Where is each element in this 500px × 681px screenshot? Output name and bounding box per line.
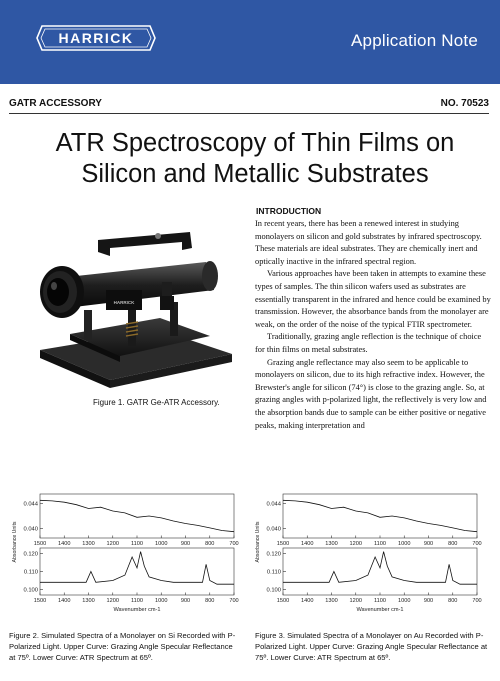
intro-paragraph: Various approaches have been taken in attempts to examine these types of samples. The thin silicon wafers used as substrates are essentially transparent in the infrared and hence could be examined by transmission. However, the absorbance bands from the monolayer are weak, on the order of the noise of the typical FTIR spectrometer. [255, 269, 491, 329]
lower-x-tick-label: 800 [448, 598, 458, 604]
meta-divider [9, 113, 489, 114]
lower-x-tick-label: 1200 [349, 598, 362, 604]
lower-x-tick-label: 1200 [106, 598, 119, 604]
lower-x-tick-label: 1100 [373, 598, 387, 604]
svg-text:HARRICK: HARRICK [113, 300, 135, 305]
lower-x-tick-label: 700 [229, 598, 239, 604]
lower-x-tick-label: 1300 [325, 598, 338, 604]
upper-x-tick-label: 900 [423, 541, 434, 547]
upper-y-tick-label: 0.040 [266, 526, 281, 533]
lower-x-tick-label: 1500 [276, 598, 290, 604]
upper-x-tick-label: 700 [472, 541, 482, 547]
lower-y-tick-label: 0.110 [23, 569, 38, 576]
lower-y-tick-label: 0.100 [266, 587, 281, 594]
category-label: GATR ACCESSORY [9, 98, 102, 109]
intro-heading: INTRODUCTION [256, 206, 322, 216]
upper-x-tick-label: 1000 [398, 541, 411, 547]
intro-paragraph: In recent years, there has been a renewed interest in studying monolayers on silicon and gold substrates by infrared spectroscopy. These materials are ideal substrates. They are chemically inert and optically inactive in the infrared spectral region. [255, 219, 482, 266]
lower-x-tick-label: 1100 [130, 598, 144, 604]
lower-x-tick-label: 900 [423, 598, 434, 604]
page-title [30, 128, 480, 190]
upper-x-tick-label: 1000 [155, 541, 168, 547]
upper-x-tick-label: 1200 [349, 541, 362, 547]
intro-body [255, 218, 491, 432]
lower-y-tick-label: 0.100 [23, 587, 38, 594]
figure2-spectra-chart [12, 492, 246, 616]
figure3-caption: Figure 3. Simulated Spectra of a Monolayer on Au Recorded with P-Polarized Light. Upper Curve: Grazing Angle Specular Reflectance at 75º. Lower Curve: ATR Spectrum at 65º. [255, 631, 488, 662]
harrick-logo [36, 25, 156, 51]
lower-x-tick-label: 1500 [33, 598, 47, 604]
lower-x-tick-label: 800 [205, 598, 215, 604]
upper-x-tick-label: 1100 [373, 541, 387, 547]
header-divider [0, 84, 500, 89]
upper-x-tick-label: 1500 [33, 541, 47, 547]
y-axis-label: Absorbance Units [255, 521, 261, 563]
upper-x-tick-label: 1500 [276, 541, 290, 547]
upper-y-tick-label: 0.040 [23, 526, 38, 533]
svg-text:HARRICK: HARRICK [58, 30, 134, 46]
upper-x-tick-label: 1400 [301, 541, 314, 547]
intro-paragraph: Grazing angle reflectance may also seem to be applicable to monolayers on silicon, due to its high refractive index. However, the Brewster's angle for silicon (74°) is close to the grazing angle. So, at grazing angles with p-polarized light, the reflectively is very low and the absorption bands due to sample can be either positive or negative peaks, making interpretation and [255, 357, 487, 430]
upper-x-tick-label: 1100 [130, 541, 144, 547]
upper-x-tick-label: 1400 [58, 541, 71, 547]
note-number: NO. 70523 [440, 98, 489, 109]
lower-y-tick-label: 0.110 [266, 569, 281, 576]
app-note-badge: Application Note [351, 31, 478, 50]
lower-x-tick-label: 1400 [301, 598, 314, 604]
upper-x-tick-label: 700 [229, 541, 239, 547]
lower-x-tick-label: 900 [180, 598, 191, 604]
upper-x-tick-label: 1300 [325, 541, 338, 547]
title-line-1: ATR Spectroscopy of Thin Films on [55, 129, 455, 157]
upper-x-tick-label: 900 [180, 541, 191, 547]
title-line-2: Silicon and Metallic Substrates [81, 160, 429, 188]
lower-spectrum-line [283, 552, 477, 585]
upper-y-tick-label: 0.044 [266, 501, 281, 508]
upper-x-tick-label: 1200 [106, 541, 119, 547]
lower-x-tick-label: 1300 [82, 598, 95, 604]
gatr-accessory-photo [10, 212, 240, 392]
lower-x-tick-label: 1000 [155, 598, 168, 604]
x-axis-label: Wavenumber cm-1 [356, 607, 404, 613]
lower-x-tick-label: 1000 [398, 598, 411, 604]
x-axis-label: Wavenumber cm-1 [113, 607, 161, 613]
upper-spectrum-line [40, 500, 234, 531]
intro-paragraph: Traditionally, grazing angle reflection is the technique of choice for thin films on metal substrates. [255, 332, 482, 354]
header-banner [0, 0, 500, 84]
lower-y-tick-label: 0.120 [23, 551, 38, 558]
lower-y-tick-label: 0.120 [266, 551, 281, 558]
figure1-caption: Figure 1. GATR Ge-ATR Accessory. [93, 398, 220, 407]
figure2-caption: Figure 2. Simulated Spectra of a Monolayer on Si Recorded with P-Polarized Light. Upper Curve: Grazing Angle Specular Reflectance at 75º. Lower Curve: ATR Spectrum at 65º. [9, 631, 236, 662]
upper-x-tick-label: 800 [448, 541, 458, 547]
upper-x-tick-label: 800 [205, 541, 215, 547]
upper-spectrum-line [283, 500, 477, 531]
upper-y-tick-label: 0.044 [23, 501, 38, 508]
upper-panel-frame [283, 494, 477, 538]
y-axis-label: Absorbance Units [12, 521, 18, 563]
upper-panel-frame [40, 494, 234, 538]
lower-x-tick-label: 1400 [58, 598, 71, 604]
upper-x-tick-label: 1300 [82, 541, 95, 547]
lower-x-tick-label: 700 [472, 598, 482, 604]
figure3-spectra-chart [255, 492, 489, 616]
lower-spectrum-line [40, 552, 234, 585]
